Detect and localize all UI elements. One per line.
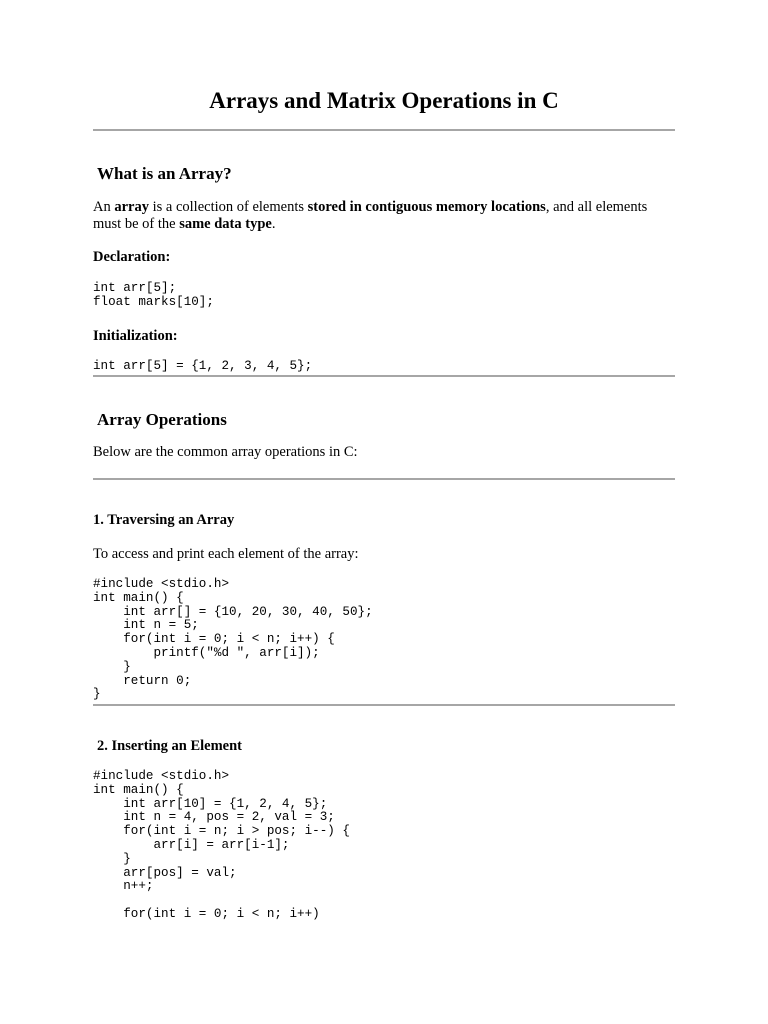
code-line: arr[pos] = val; xyxy=(93,865,237,880)
code-line: } xyxy=(93,687,101,702)
code-line xyxy=(93,894,350,908)
section-heading-array-operations: Array Operations xyxy=(97,410,227,429)
code-line: for(int i = n; i > pos; i--) { xyxy=(93,824,350,839)
text-run: An xyxy=(93,199,115,215)
section-heading-what-is-array: What is an Array? xyxy=(97,164,232,183)
code-line: float marks[10]; xyxy=(93,294,214,309)
initialization-code-block xyxy=(93,360,312,374)
code-line: } xyxy=(93,851,131,866)
code-line: int arr[5] = {1, 2, 3, 4, 5}; xyxy=(93,359,313,373)
array-operations-intro: Below are the common array operations in C: xyxy=(93,444,358,460)
array-definition-paragraph xyxy=(93,199,675,233)
text-run: is a collection of elements xyxy=(148,199,308,215)
code-line: int n = 4, pos = 2, val = 3; xyxy=(93,810,335,825)
code-line: int main() { xyxy=(93,590,184,605)
code-line: int arr[] = {10, 20, 30, 40, 50}; xyxy=(93,604,373,619)
code-line: printf("%d ", arr[i]); xyxy=(93,645,320,660)
code-line: } xyxy=(93,659,131,674)
divider xyxy=(93,704,675,706)
code-line: #include <stdio.h> xyxy=(93,577,230,591)
code-line: for(int i = 0; i < n; i++) xyxy=(93,906,320,921)
inserting-code-block xyxy=(93,770,350,922)
traversing-intro: To access and print each element of the array: xyxy=(93,546,359,562)
divider xyxy=(93,129,675,131)
code-line: arr[i] = arr[i-1]; xyxy=(93,837,290,852)
declaration-label: Declaration: xyxy=(93,249,171,265)
page-title: Arrays and Matrix Operations in C xyxy=(209,88,559,113)
code-line: int arr[10] = {1, 2, 4, 5}; xyxy=(93,796,328,811)
bold-term-array: array xyxy=(114,199,149,215)
divider xyxy=(93,478,675,480)
text-run: . xyxy=(271,216,276,232)
code-line: int main() { xyxy=(93,782,184,797)
divider xyxy=(93,375,675,377)
code-line: int n = 5; xyxy=(93,618,199,633)
code-line: int arr[5]; xyxy=(93,281,177,295)
subheading-inserting: 2. Inserting an Element xyxy=(97,738,242,754)
bold-term-contiguous: stored in contiguous memory locations xyxy=(307,199,546,215)
initialization-label: Initialization: xyxy=(93,328,178,344)
traversing-code-block xyxy=(93,578,373,702)
code-line: #include <stdio.h> xyxy=(93,769,230,783)
subheading-traversing: 1. Traversing an Array xyxy=(93,512,235,528)
text-run: , and all elements must be of the xyxy=(93,199,648,232)
code-line: for(int i = 0; i < n; i++) { xyxy=(93,632,335,647)
declaration-code-block xyxy=(93,282,214,310)
code-line: return 0; xyxy=(93,673,192,688)
code-line: n++; xyxy=(93,879,154,894)
bold-term-same-type: same data type xyxy=(179,216,272,232)
